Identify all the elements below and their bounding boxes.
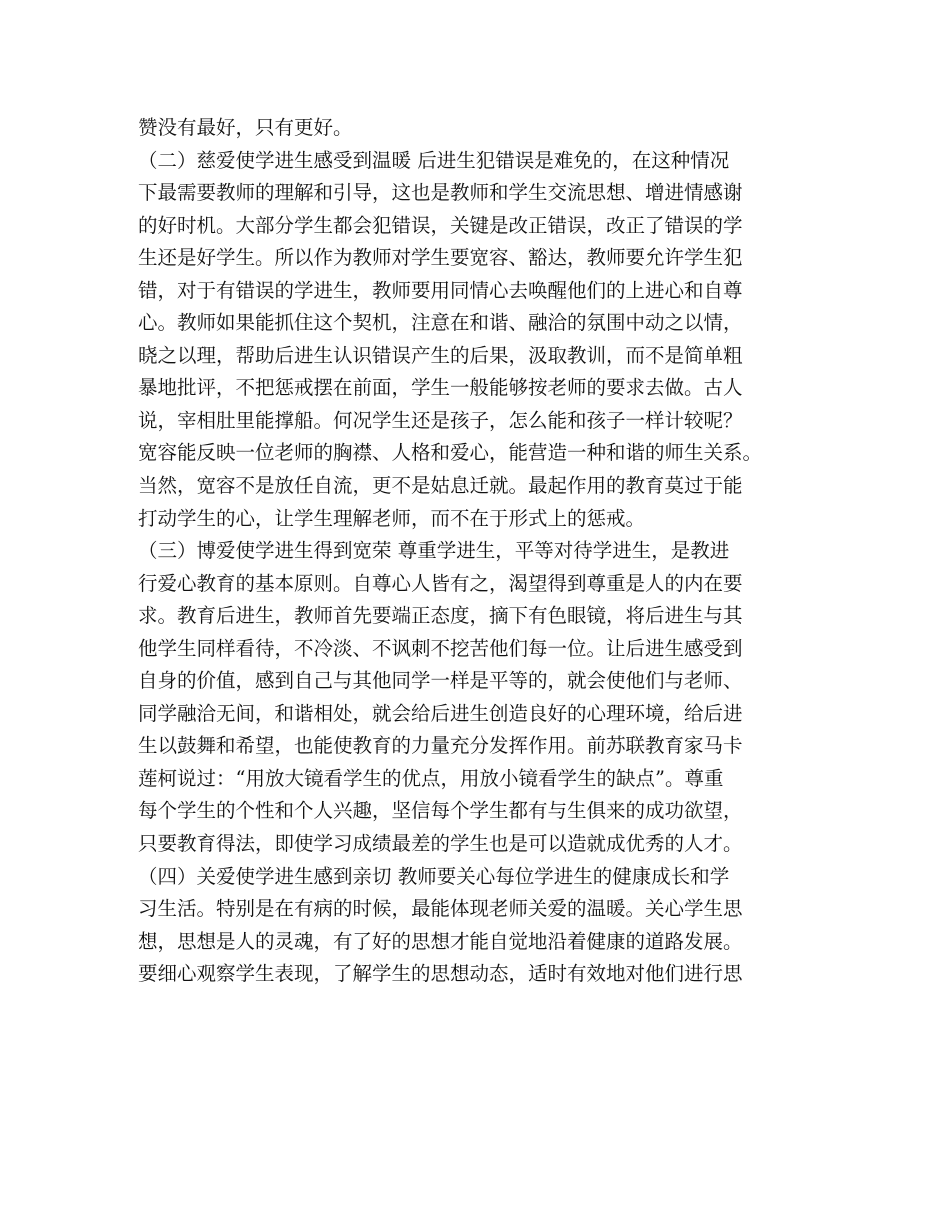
text-line: 求。教育后进生，教师首先要端正态度，摘下有色眼镜，将后进生与其: [138, 604, 743, 628]
text-line: 宽容能反映一位老师的胸襟、人格和爱心，能营造一种和谐的师生关系。: [138, 441, 763, 465]
text-line: （四）关爱使学进生感到亲切 教师要关心每位学进生的健康成长和学: [138, 864, 730, 888]
text-line: 说，宰相肚里能撑船。何况学生还是孩子，怎么能和孩子一样计较呢？: [138, 408, 743, 432]
text-line: 赞没有最好，只有更好。: [138, 116, 353, 139]
text-line: 晓之以理，帮助后进生认识错误产生的后果，汲取教训，而不是简单粗: [138, 343, 743, 367]
text-line: 暴地批评，不把惩戒摆在前面，学生一般能够按老师的要求去做。古人: [138, 376, 743, 400]
text-line: 同学融洽无间，和谐相处，就会给后进生创造良好的心理环境，给后进: [138, 701, 743, 725]
text-line: 每个学生的个性和个人兴趣，坚信每个学生都有与生俱来的成功欲望，: [138, 799, 743, 823]
text-line: 下最需要教师的理解和引导，这也是教师和学生交流思想、增进情感谢: [138, 181, 743, 205]
body-text: [138, 112, 838, 991]
text-line: 心。教师如果能抓住这个契机，注意在和谐、融洽的氛围中动之以情，: [138, 311, 743, 335]
text-line: 行爱心教育的基本原则。自尊心人皆有之，渴望得到尊重是人的内在要: [138, 571, 743, 595]
text-line: （二）慈爱使学进生感受到温暖 后进生犯错误是难免的，在这种情况: [138, 148, 730, 172]
text-line: 自身的价值，感到自己与其他同学一样是平等的，就会使他们与老师、: [138, 669, 743, 693]
text-line: 的好时机。大部分学生都会犯错误，关键是改正错误，改正了错误的学: [138, 213, 743, 237]
text-line: 错，对于有错误的学进生，教师要用同情心去唤醒他们的上进心和自尊: [138, 278, 743, 302]
text-line: 只要教育得法，即使学习成绩最差的学生也是可以造就成优秀的人才。: [138, 832, 743, 856]
text-line: 他学生同样看待，不冷淡、不讽刺不挖苦他们每一位。让后进生感受到: [138, 636, 743, 660]
text-line: （三）博爱使学进生得到宽荣 尊重学进生，平等对待学进生，是教进: [138, 539, 730, 563]
text-line: 打动学生的心，让学生理解老师，而不在于形式上的惩戒。: [138, 506, 646, 530]
text-line: 生还是好学生。所以作为教师对学生要宽容、豁达，教师要允许学生犯: [138, 246, 743, 270]
text-line: 生以鼓舞和希望，也能使教育的力量充分发挥作用。前苏联教育家马卡: [138, 734, 743, 758]
text-line: 莲柯说过：“用放大镜看学生的优点，用放小镜看学生的缺点”。尊重: [138, 766, 724, 790]
text-line: 想，思想是人的灵魂，有了好的思想才能自觉地沿着健康的道路发展。: [138, 929, 743, 953]
text-line: 要细心观察学生表现，了解学生的思想动态，适时有效地对他们进行思: [138, 962, 743, 986]
text-line: 习生活。特别是在有病的时候，最能体现老师关爱的温暖。关心学生思: [138, 897, 743, 921]
text-line: 当然，宽容不是放任自流，更不是姑息迁就。最起作用的教育莫过于能: [138, 474, 743, 498]
